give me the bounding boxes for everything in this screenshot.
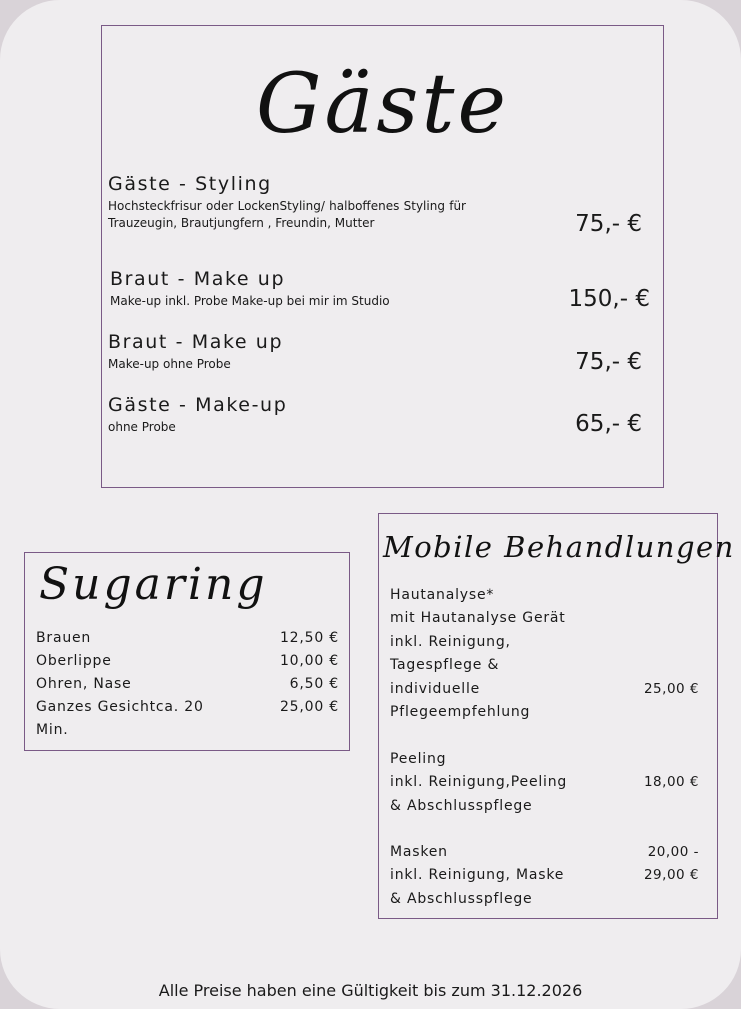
item-name: Gäste - Styling: [108, 173, 272, 195]
item-price: 150,- €: [568, 286, 650, 312]
gaeste-item: [110, 267, 660, 310]
item-price-line: 29,00 €: [643, 867, 699, 884]
item-line: inkl. Reinigung,Peeling: [390, 774, 568, 791]
item-price: 25,00 €: [279, 699, 339, 715]
sugaring-title: Sugaring: [39, 559, 268, 610]
list-item: [36, 696, 339, 742]
item-description: ohne Probe: [108, 420, 176, 434]
item-name: Braut - Make up: [110, 268, 286, 290]
item-name: Oberlippe: [36, 653, 112, 669]
gaeste-item: [108, 172, 658, 237]
item-price: 75,- €: [575, 349, 642, 375]
item-line: & Abschlusspflege: [390, 797, 533, 814]
item-line: Peeling: [390, 751, 447, 767]
treatment-item: [390, 584, 699, 724]
gaeste-section: [101, 25, 664, 488]
item-line: individuelle: [390, 680, 481, 697]
item-name: Ganzes Gesichtca. 20 Min.: [36, 699, 204, 738]
item-line: Hautanalyse*: [390, 587, 495, 603]
list-item: [36, 650, 339, 673]
item-description: Make-up ohne Probe: [108, 357, 231, 371]
item-line: inkl. Reinigung,: [390, 633, 511, 650]
list-item: [36, 627, 339, 650]
item-price: 65,- €: [575, 411, 642, 437]
treatment-item: [390, 841, 699, 911]
validity-note: Alle Preise haben eine Gültigkeit bis zum 31.12.2026: [158, 981, 583, 1000]
mobile-title: Mobile Behandlungen: [383, 530, 735, 564]
mobile-treatments-section: [378, 513, 735, 919]
item-price: 18,00 €: [643, 774, 699, 791]
item-price: 75,- €: [575, 211, 642, 237]
item-name: Gäste - Make-up: [108, 394, 288, 416]
item-price: 12,50 €: [279, 630, 339, 646]
item-line: Tagespflege &: [390, 657, 500, 674]
item-line: mit Hautanalyse Gerät: [390, 610, 566, 627]
item-line: Masken: [390, 844, 448, 860]
item-name: Braut - Make up: [108, 331, 284, 353]
list-item: [36, 673, 339, 696]
item-price: 10,00 €: [279, 653, 339, 669]
item-line: inkl. Reinigung, Maske: [390, 867, 565, 884]
item-line: Pflegeempfehlung: [390, 704, 531, 721]
item-price: 6,50 €: [289, 676, 339, 692]
item-price: [644, 841, 699, 888]
item-price: 25,00 €: [643, 680, 699, 697]
item-name: Brauen: [36, 630, 92, 646]
item-name: Ohren, Nase: [36, 676, 132, 692]
gaeste-title: Gäste: [256, 57, 509, 152]
treatment-item: [390, 748, 699, 818]
gaeste-item: [108, 393, 658, 436]
gaeste-item: [108, 330, 658, 373]
sugaring-section: [24, 552, 350, 751]
item-price-line: 20,00 -: [647, 844, 699, 860]
item-description: Make-up inkl. Probe Make-up bei mir im Studio: [110, 294, 390, 308]
item-description: Hochsteckfrisur oder LockenStyling/ halboffenes Styling für Trauzeugin, Brautjungfern , Freundin, Mutter: [108, 199, 466, 230]
item-line: & Abschlusspflege: [390, 890, 533, 907]
